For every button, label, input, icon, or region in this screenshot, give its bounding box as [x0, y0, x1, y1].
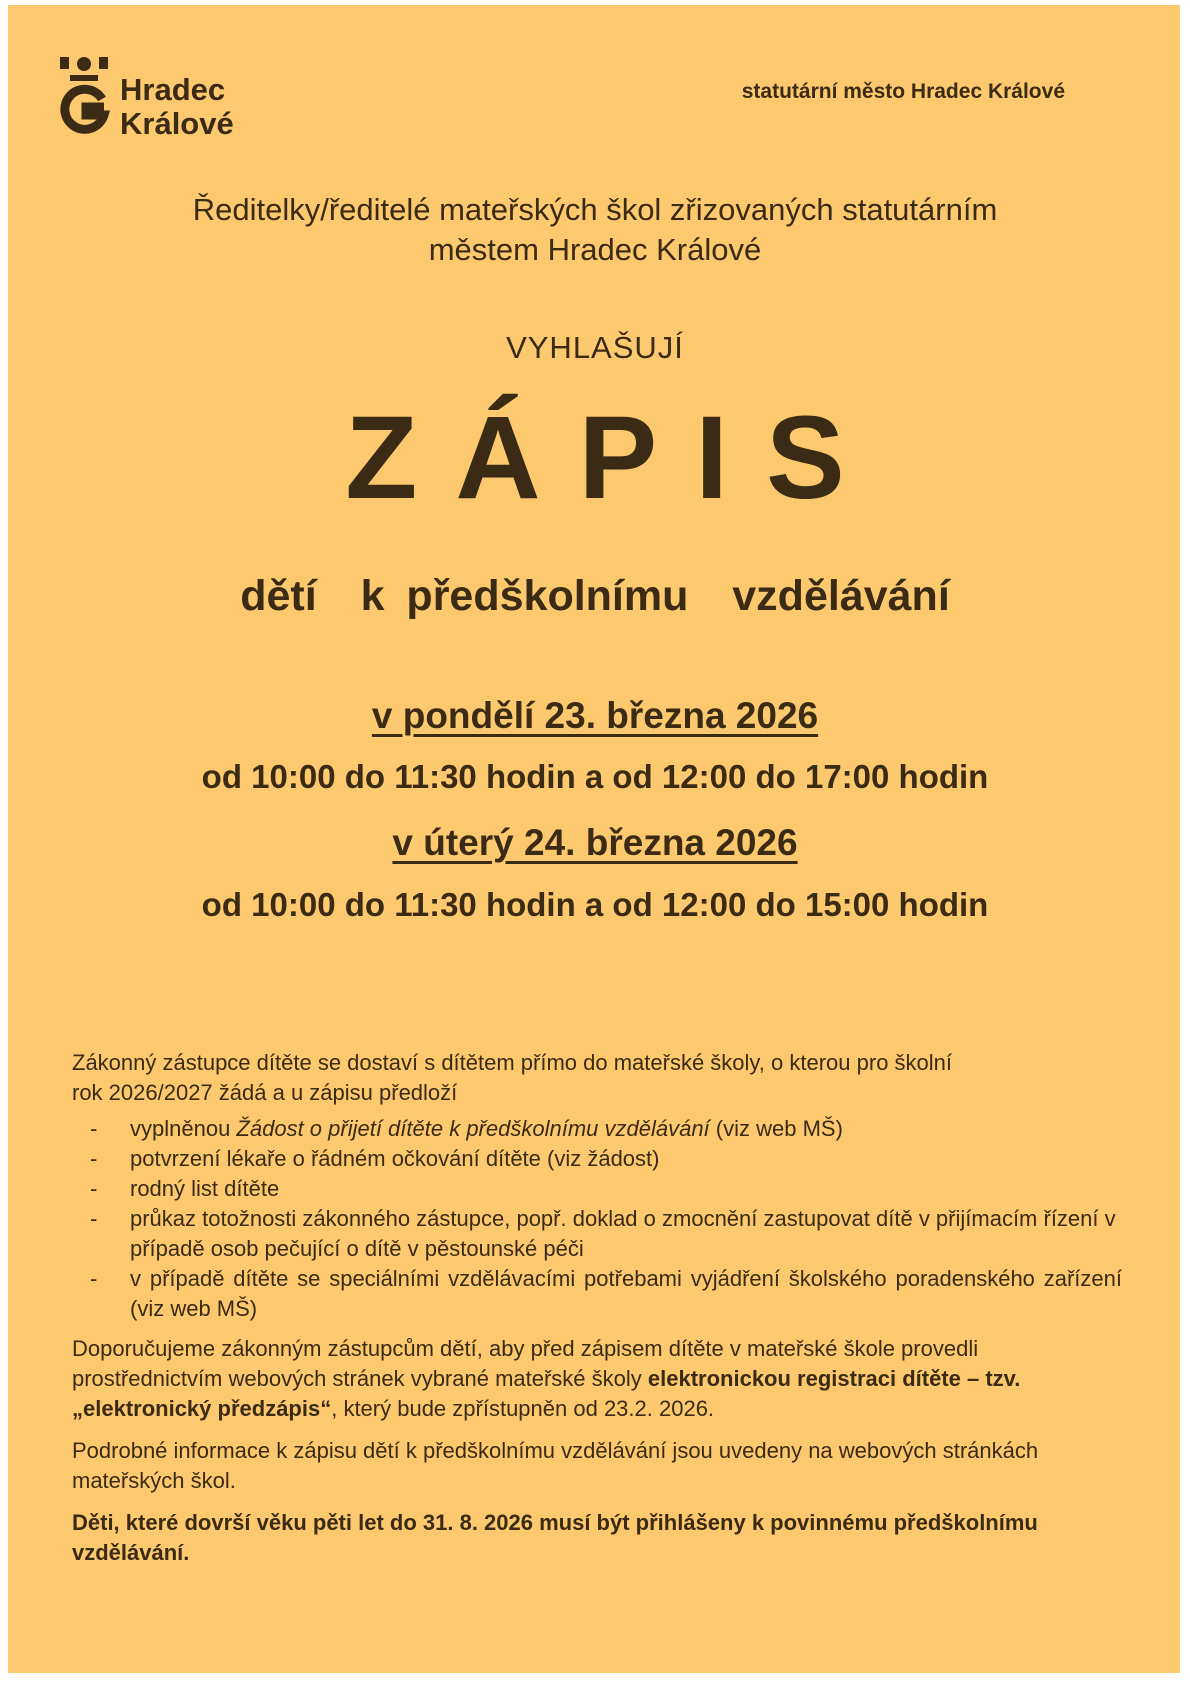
item-text: průkaz totožnosti zákonného zástupce, popř. doklad o zmocnění zastupovat dítě v přijímacím řízení v případě osob pečující o dítě v pěstounské péči: [130, 1206, 1116, 1261]
list-dash: -: [90, 1116, 98, 1141]
requirements-intro-line-1: Zákonný zástupce dítěte se dostaví s dítětem přímo do mateřské školy, o kterou pro školní: [72, 1050, 953, 1075]
recommendation-paragraph: [72, 1334, 1122, 1424]
recommendation-text: Doporučujeme zákonným zástupcům dětí, aby před zápisem dítěte v mateřské škole provedli prostřednictvím webových stránek vybrané mateřské školy: [72, 1336, 979, 1391]
requirements-intro-line-2: rok 2026/2027 žádá a u zápisu předloží: [72, 1080, 458, 1105]
item-text: rodný list dítěte: [130, 1176, 280, 1201]
recommendation-text-suffix: , který bude zpřístupněn od 23.2. 2026.: [331, 1396, 715, 1421]
mandatory-notice: Děti, které dovrší věku pěti let do 31. 8. 2026 musí být přihlášeny k povinnému předškolnímu vzdělávání.: [72, 1510, 1038, 1565]
form-name: Žádost o přijetí dítěte k předškolnímu vzdělávání: [236, 1116, 710, 1141]
requirements-list: [72, 1114, 1122, 1324]
page-title: ZÁPIS: [345, 392, 883, 524]
header-city-name: statutární město Hradec Králové: [741, 80, 1065, 103]
schedule-hours-2: od 10:00 do 11:30 hodin a od 12:00 do 15:00 hodin: [201, 886, 989, 923]
item-text: vyplněnou: [130, 1116, 237, 1141]
intro-text: [0, 190, 1190, 270]
city-logo: [58, 55, 258, 145]
list-dash: -: [90, 1206, 98, 1231]
schedule-day-1: v pondělí 23. března 2026: [371, 695, 819, 736]
list-dash: -: [90, 1176, 98, 1201]
page-subtitle: dětí k předškolnímu vzdělávání: [240, 572, 950, 620]
list-item: [72, 1174, 1122, 1204]
info-paragraph: Podrobné informace k zápisu dětí k předškolnímu vzdělávání jsou uvedeny na webových stránkách mateřských škol.: [72, 1438, 1039, 1493]
item-text: v případě dítěte se speciálními vzdělávacími potřebami vyjádření školského poradenského zařízení (viz web MŠ): [130, 1266, 1122, 1321]
list-item: [72, 1144, 1122, 1174]
item-text-suffix: (viz web MŠ): [709, 1116, 843, 1141]
logo-line-2: Králové: [120, 106, 234, 141]
city-crest-icon: [58, 55, 110, 139]
list-dash: -: [90, 1266, 98, 1291]
intro-line-1: Ředitelky/ředitelé mateřských škol zřizovaných statutárním: [192, 192, 998, 227]
item-text: potvrzení lékaře o řádném očkování dítěte (viz žádost): [130, 1146, 660, 1171]
list-item: [72, 1264, 1122, 1324]
schedule-hours-1: od 10:00 do 11:30 hodin a od 12:00 do 17:00 hodin: [201, 758, 989, 795]
recommendation-highlight: elektronickou registraci dítěte – tzv. „elektronický předzápis“: [72, 1366, 1021, 1421]
intro-line-2: městem Hradec Králové: [428, 232, 762, 267]
body-text: [72, 1048, 1122, 1568]
schedule-day-2: v úterý 24. března 2026: [392, 822, 798, 863]
list-dash: -: [90, 1146, 98, 1171]
logo-wordmark: [120, 73, 234, 141]
requirements-intro: [72, 1048, 1122, 1108]
announce-heading: VYHLAŠUJÍ: [506, 330, 684, 365]
list-item: [72, 1204, 1122, 1264]
list-item: [72, 1114, 1122, 1144]
logo-line-1: Hradec: [120, 72, 226, 107]
